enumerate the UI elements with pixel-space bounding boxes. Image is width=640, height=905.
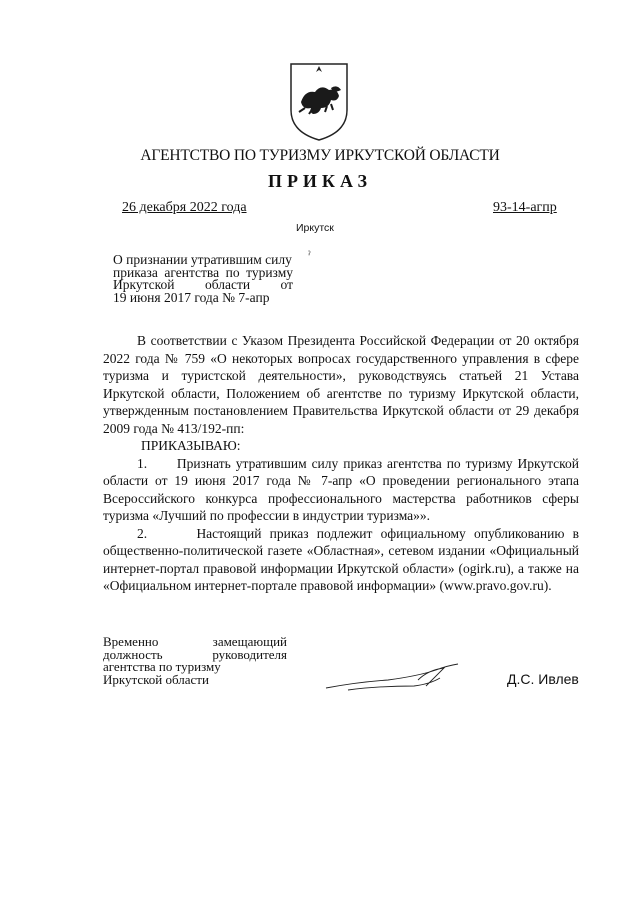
order-word: ПРИКАЗЫВАЮ: [141, 438, 241, 453]
subject-line: приказа агентства по туризму [113, 264, 293, 280]
handwritten-signature [318, 660, 468, 696]
subject-line: 19 июня 2017 года № 7-апр [113, 289, 270, 305]
signatory-name: Д.С. Ивлев [507, 671, 579, 687]
corner-mark: ˀ [308, 250, 311, 261]
order-item-1: 1. Признать утратившим силу приказ агентства по туризму Иркутской области от 19 июня 2017 года № 7-апр «О проведении регионального этапа Всероссийского конкурса профессионального мастерства работников сферы туризма «Лучший по профессии в индустрии туризма»». [103, 455, 579, 523]
subject-line: Иркутской области от [113, 277, 293, 292]
agency-name: АГЕНТСТВО ПО ТУРИЗМУ ИРКУТСКОЙ ОБЛАСТИ [140, 147, 500, 164]
document-date: 26 декабря 2022 года [122, 200, 247, 215]
position-line: должность руководителя [103, 646, 287, 662]
signatory-position [103, 636, 287, 686]
document-type-title: ПРИКАЗ [267, 171, 373, 191]
position-line: Иркутской области [103, 671, 209, 687]
position-line: агентства по туризму [103, 659, 221, 674]
document-body [103, 332, 579, 595]
document-number: 93-14-агпр [493, 200, 557, 215]
order-item-2: 2. Настоящий приказ подлежит официальному опубликованию в общественно-политической газете «Областная», сетевом издании «Официальный интернет-портал правовой информации Иркутской области» (ogirk.ru), а также на «Официальном интернет-портале правовой информации» (www.pravo.gov.ru). [103, 525, 579, 593]
subject-line: О признании утратившим силу [113, 252, 292, 267]
document-city: Иркутск [296, 222, 334, 234]
position-line: Временно замещающий [103, 634, 287, 649]
subject-block [113, 254, 293, 304]
preamble-paragraph: В соответствии с Указом Президента Российской Федерации от 20 октября 2022 года № 759 «О некоторых вопросах государственного управления в сфере туризма и туристской деятельности», руководствуясь статьей 21 Устава Иркутской области, Положением об агентстве по туризму Иркутской области, утвержденным постановлением Правительства Иркутской области от 29 декабря 2009 года № 413/192-пп: [103, 333, 579, 436]
coat-of-arms-emblem [287, 60, 351, 144]
